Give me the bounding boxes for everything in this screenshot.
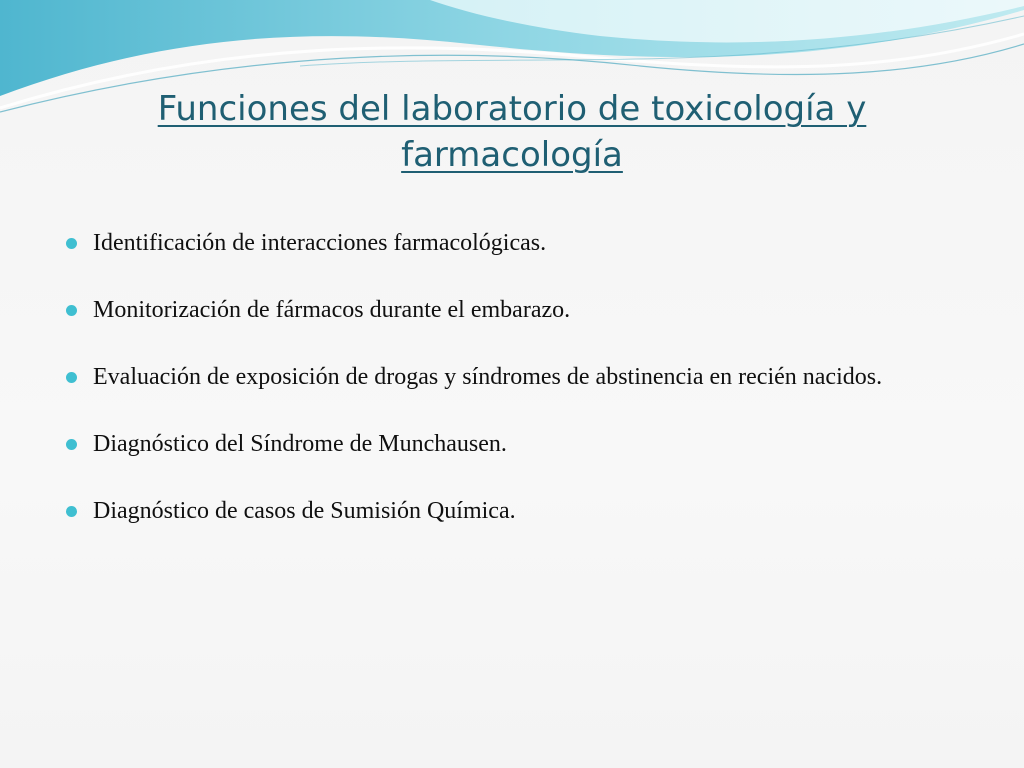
- bullet-marker-icon: [66, 238, 77, 249]
- bullet-text: Evaluación de exposición de drogas y síndromes de abstinencia en recién nacidos.: [93, 364, 883, 390]
- bullet-text: Diagnóstico del Síndrome de Munchausen.: [93, 431, 507, 457]
- bullet-marker-icon: [66, 506, 77, 517]
- slide-title: Funciones del laboratorio de toxicología y farmacología: [157, 89, 867, 176]
- bullet-marker-icon: [66, 439, 77, 450]
- bullet-list: [66, 226, 964, 528]
- bullet-item: [66, 360, 964, 394]
- bullet-marker-icon: [66, 372, 77, 383]
- bullet-text: Identificación de interacciones farmacológicas.: [93, 230, 547, 256]
- bullet-text: Diagnóstico de casos de Sumisión Química.: [93, 498, 516, 524]
- bullet-text: Monitorización de fármacos durante el embarazo.: [93, 297, 571, 323]
- bullet-item: [66, 494, 964, 528]
- bullet-item: [66, 427, 964, 461]
- bullet-item: [66, 293, 964, 327]
- bullet-marker-icon: [66, 305, 77, 316]
- bullet-item: [66, 226, 964, 260]
